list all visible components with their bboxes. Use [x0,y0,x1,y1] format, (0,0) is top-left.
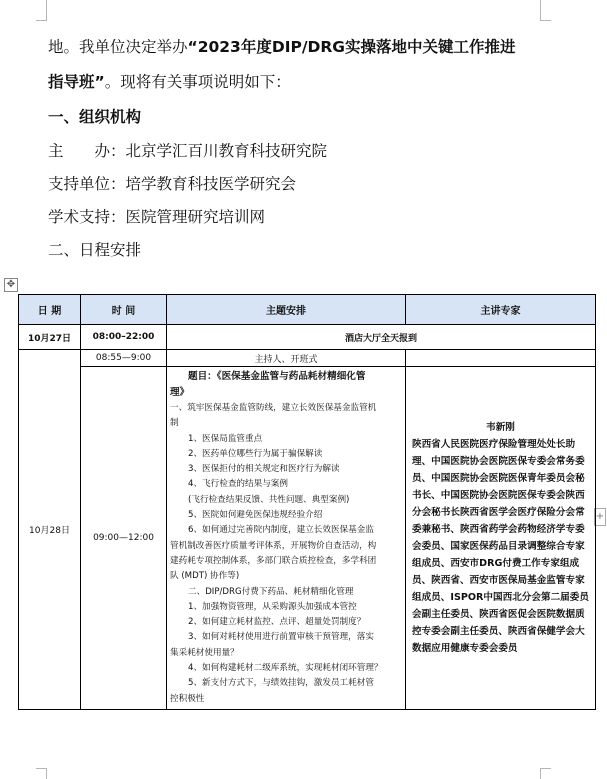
expert-empty-cell [406,350,596,367]
topic-line: 6、如何通过完善院内制度，建立长效医保基金监 [188,525,374,536]
section-heading-organization: 一、组织机构 [48,108,142,126]
topic-title: 理》 [170,387,190,398]
topic-line: 4、如何构建耗材二级库系统，实现耗材闭环管理？ [188,663,383,674]
topic-line: 4、飞行检查的结果与案例 [188,479,288,490]
time-cell: 09:00—12:00 [81,367,167,710]
table-header-row [19,295,596,325]
schedule-table [18,294,596,710]
topic-line: 1、加强物资管理，从采购源头加强成本管控 [188,601,357,612]
section-heading-schedule: 二、日程安排 [48,241,142,259]
table-row [19,350,596,367]
header-topic: 主题安排 [167,295,406,325]
add-column-handle-icon[interactable]: + [594,508,606,526]
header-time: 时 间 [81,295,167,325]
topic-line: 建药耗专项控制体系，多部门联合质控检查，多学科团 [170,555,377,566]
course-title-end: 指导班” [48,73,105,91]
topic-line: 3、如何对耗材使用进行前置审核干预管理，落实 [188,632,374,643]
topic-line: 一、筑牢医保基金监管防线，建立长效医保基金监管机 [170,403,377,413]
academic-support-line: 学术支持：医院管理研究培训网 [48,208,266,226]
table-row [19,367,596,710]
page-corner-mark [540,768,551,779]
topic-line: 2、医药单位哪些行为属于骗保解读 [188,448,323,459]
topic-line: 制 [170,418,179,429]
intro-text: 。现将有关事项说明如下： [104,73,291,91]
topic-line: 5、新支付方式下，与绩效挂钩，激发员工耗材管 [188,678,374,689]
topic-line: (飞行检查结果反馈、共性问题、典型案例) [188,494,350,505]
topic-line: 队 (MDT) 协作等) [170,571,240,582]
expert-cell [406,367,596,710]
intro-line-1 [48,37,516,57]
topic-line: 管机制改善医疗质量考评体系，开展物价自查活动，构 [170,540,377,551]
page-corner-mark [540,0,551,21]
topic-line: 集采耗材使用量？ [170,647,239,658]
expert-name: 韦新刚 [486,421,515,433]
support-line: 支持单位：培学教育科技医学研究会 [48,175,297,193]
topic-title: 题目：《医保基金监管与药品耗材精细化管 [188,371,366,382]
topic-line: 3、医保拒付的相关规定和医疗行为解读 [188,464,340,475]
expert-bio: 陕西省人民医院医疗保险管理处处长助理、中国医院协会医院医保专委会常务委员、中国医院协会医院医保青年委员会秘书长、中国医院协会医院医保专委会陕西分会秘书长陕西省医学会医疗保险分会常委兼秘书、陕西省药学会药物经济学专委会委员、国家医保药品目录调整综合专家组成员、西安市DRG付费工作专家组成员、陕西省、西安市医保局基金监管专家组成员、ISPOR中国西北分会第二届委员会副主任委员、陕西省医促会医院数据质控专委会副主任委员、陕西省保健学会大数据应用健康专委会委员 [412,438,589,654]
topic-line: 5、医院如何避免医保违规经验介绍 [188,510,323,521]
table-row [19,325,596,350]
time-cell: 08:00–22:00 [81,325,167,350]
intro-line-2 [48,72,291,92]
page-corner-mark [36,0,47,21]
date-cell: 10月27日 [19,325,81,350]
intro-text: 地。我单位决定举办 [48,38,188,56]
topic-cell [167,367,406,710]
organizer-line: 主 办：北京学汇百川教育科技研究院 [48,142,328,160]
header-expert: 主讲专家 [406,295,596,325]
course-title: “2023年度DIP/DRG实操落地中关键工作推进 [187,38,516,56]
date-cell: 10月28日 [19,350,81,710]
time-cell: 08:55—9:00 [81,350,167,367]
opening-cell: 主持人、开班式 [167,350,406,367]
registration-cell: 酒店大厅全天报到 [167,325,596,350]
table-move-handle-icon[interactable]: ✥ [4,278,18,292]
topic-line: 2、如何建立耗材监控、点评、超量处罚制度？ [188,617,366,628]
topic-line: 控积极性 [170,693,205,704]
topic-line: 1、医保局监管重点 [188,433,263,444]
page-corner-mark [36,768,47,779]
topic-line: 二、DIP/DRG付费下药品、耗材精细化管理 [188,586,354,597]
header-date: 日 期 [19,295,81,325]
